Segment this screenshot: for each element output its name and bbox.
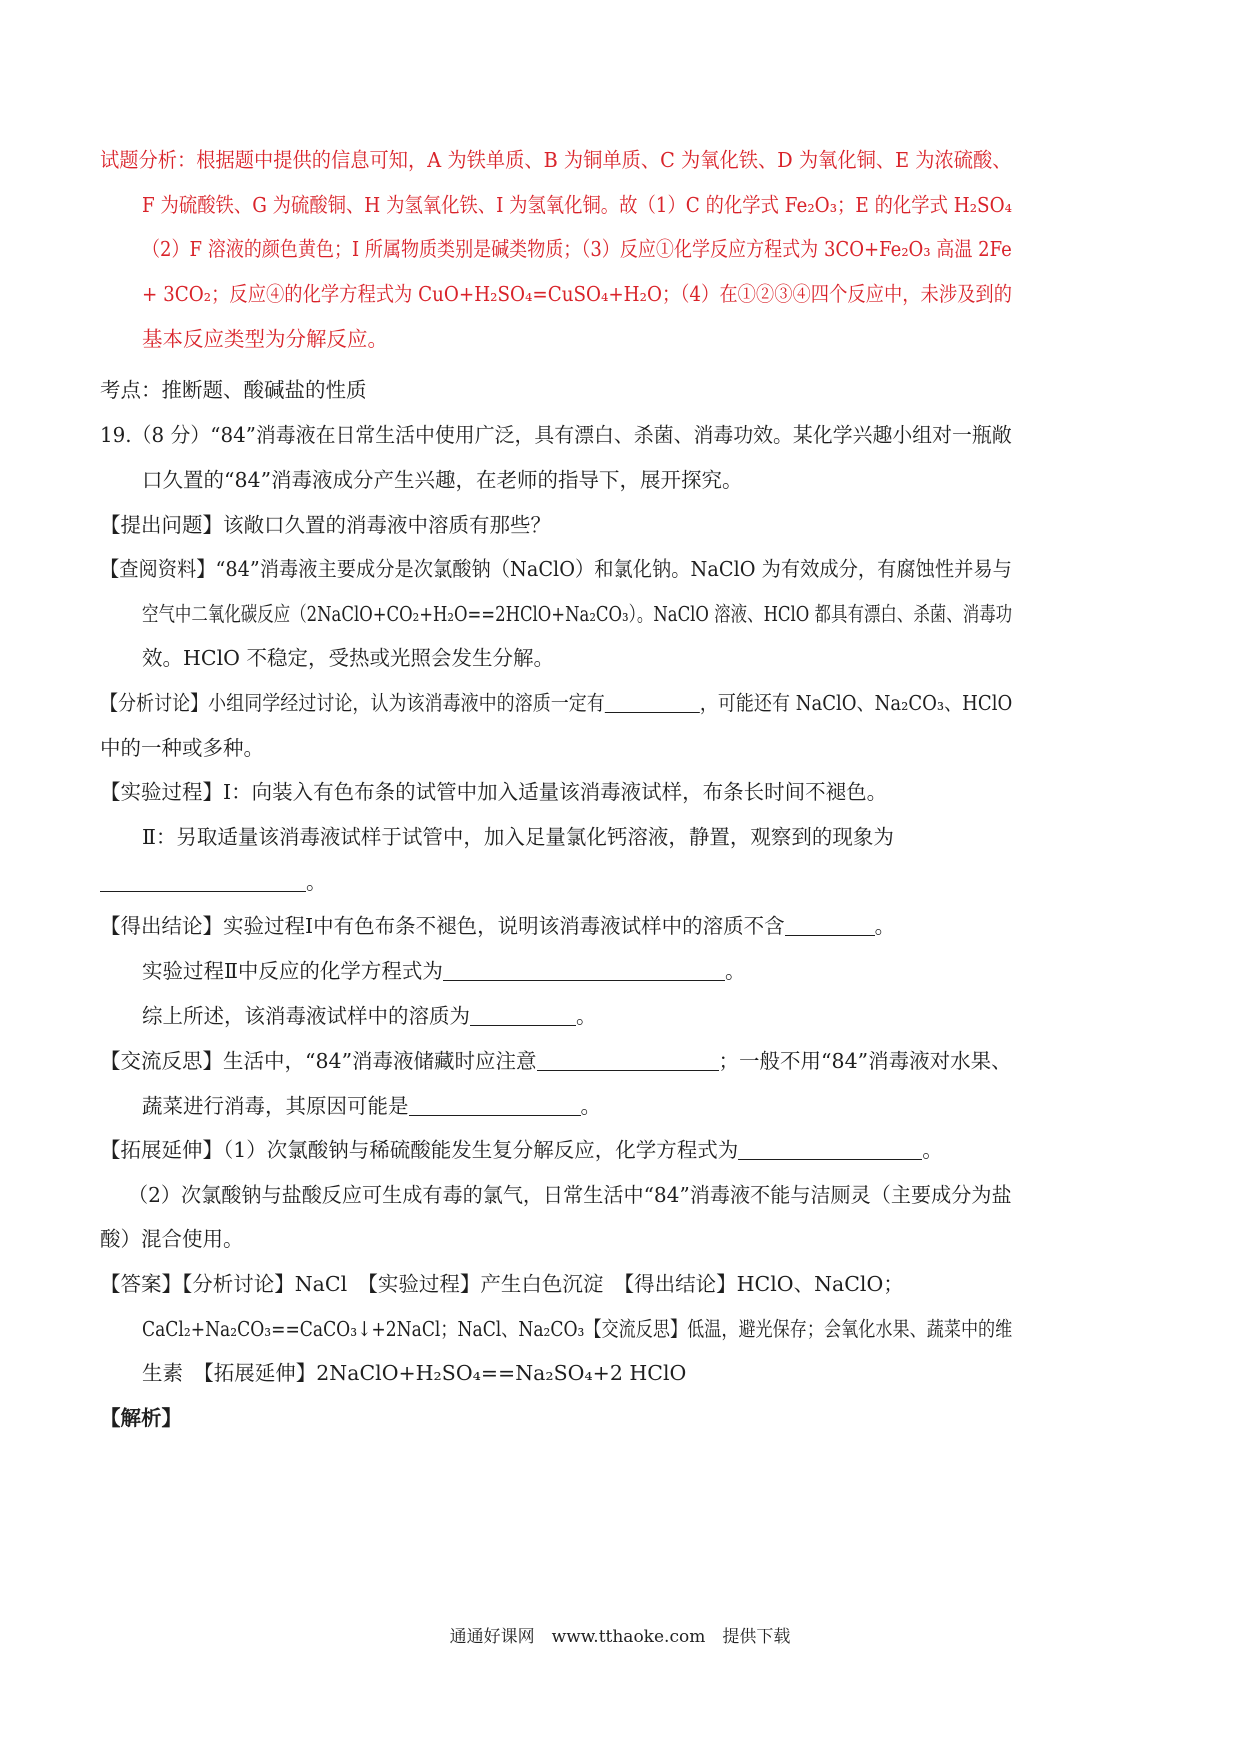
shiyan-line-3 — [100, 867, 327, 897]
answer-line-2: CaCl₂+Na₂CO₃==CaCO₃↓+2NaCl；NaCl、Na₂CO₃【交流反思】低温，避光保存；会氧化水果、蔬菜中的维 — [142, 1317, 1013, 1341]
answer-blank-5[interactable] — [470, 1005, 576, 1026]
analysis-line-3: （2）F 溶液的颜色黄色；I 所属物质类别是碱类物质；（3）反应①化学反应方程式为 3CO+Fe₂O₃ 高温 2Fe — [142, 237, 1012, 261]
fenxi-text-b: ，可能还有 NaClO、Na₂CO₃、HClO — [699, 691, 1013, 715]
q19-line-1: 19.（8 分）“84”消毒液在日常生活中使用广泛，具有漂白、杀菌、消毒功效。某化学兴趣小组对一瓶敞 — [100, 423, 1012, 447]
dechu-line-1 — [100, 911, 895, 941]
analysis-line-5: 基本反应类型为分解反应。 — [142, 327, 388, 351]
chayue-line-3: 效。HClO 不稳定，受热或光照会发生分解。 — [142, 646, 554, 670]
answer-blank-8[interactable] — [738, 1139, 922, 1160]
jiaoliu-text-b: ；一般不用“84”消毒液对水果、 — [718, 1049, 1012, 1073]
tichu-wenti: 【提出问题】该敞口久置的消毒液中溶质有那些？ — [100, 513, 551, 537]
analysis-line-1: 试题分析：根据题中提供的信息可知，A 为铁单质、B 为铜单质、C 为氧化铁、D 为氧化铜、E 为浓硫酸、 — [100, 148, 1012, 172]
shiyan-line-2: Ⅱ：另取适量该消毒液试样于试管中，加入足量氯化钙溶液，静置，观察到的现象为 — [142, 825, 894, 849]
period-mark: 。 — [874, 914, 896, 938]
period-mark: 。 — [306, 870, 327, 894]
tuozhan-line-3: 酸）混合使用。 — [100, 1227, 244, 1251]
page-footer: 通通好课网 www.tthaoke.com 提供下载 — [449, 1627, 791, 1647]
answer-line-1: 【答案】【分析讨论】NaCl 【实验过程】产生白色沉淀 【得出结论】HClO、NaClO； — [100, 1272, 904, 1296]
fenxi-line-1 — [100, 688, 1012, 718]
period-mark: 。 — [580, 1094, 601, 1118]
shiyan-line-1: 【实验过程】Ⅰ：向装入有色布条的试管中加入适量该消毒液试样，布条长时间不褪色。 — [100, 780, 888, 804]
tuozhan-line-2: （2）次氯酸钠与盐酸反应可生成有毒的氯气，日常生活中“84”消毒液不能与洁厕灵（主要成分为盐 — [128, 1183, 1012, 1207]
jiaoliu-line-2 — [142, 1091, 601, 1121]
tuozhan-text-1: 【拓展延伸】（1）次氯酸钠与稀硫酸能发生复分解反应，化学方程式为 — [100, 1138, 739, 1162]
tuozhan-line-1 — [100, 1135, 943, 1165]
answer-blank-1[interactable] — [605, 692, 700, 713]
analysis-line-4: + 3CO₂；反应④的化学方程式为 CuO+H₂SO₄=CuSO₄+H₂O；（4）在①②③④四个反应中，未涉及到的 — [142, 282, 1012, 306]
fenxi-text-a: 【分析讨论】小组同学经过讨论，认为该消毒液中的溶质一定有 — [100, 691, 605, 715]
jiaoliu-text-2: 蔬菜进行消毒，其原因可能是 — [142, 1094, 409, 1118]
answer-blank-2[interactable] — [100, 871, 306, 892]
jiexi-heading: 【解析】 — [100, 1406, 182, 1430]
chayue-line-2: 空气中二氧化碳反应（2NaClO+CO₂+H₂O==2HClO+Na₂CO₃）。NaClO 溶液、HClO 都具有漂白、杀菌、消毒功 — [142, 602, 1013, 626]
dechu-line-2 — [142, 956, 745, 986]
answer-blank-7[interactable] — [409, 1095, 581, 1116]
analysis-line-2: F 为硫酸铁、G 为硫酸铜、H 为氢氧化铁、I 为氢氧化铜。故（1）C 的化学式 Fe₂O₃；E 的化学式 H₂SO₄ — [142, 193, 1013, 217]
kaodian-line: 考点：推断题、酸碱盐的性质 — [100, 378, 367, 402]
jiaoliu-line-1 — [100, 1046, 1012, 1076]
period-mark: 。 — [922, 1138, 943, 1162]
dechu-text-1: 【得出结论】实验过程Ⅰ中有色布条不褪色，说明该消毒液试样中的溶质不含 — [100, 914, 785, 938]
period-mark: 。 — [576, 1004, 597, 1028]
chayue-line-1: 【查阅资料】“84”消毒液主要成分是次氯酸钠（NaClO）和氯化钠。NaClO 为有效成分，有腐蚀性并易与 — [100, 557, 1012, 581]
answer-blank-6[interactable] — [537, 1050, 719, 1071]
answer-blank-4[interactable] — [443, 960, 725, 981]
dechu-text-3: 综上所述，该消毒液试样中的溶质为 — [142, 1004, 470, 1028]
q19-line-2: 口久置的“84”消毒液成分产生兴趣，在老师的指导下，展开探究。 — [142, 468, 743, 492]
dechu-line-3 — [142, 1001, 597, 1031]
answer-line-3: 生素 【拓展延伸】2NaClO+H₂SO₄==Na₂SO₄+2 HClO — [142, 1361, 687, 1385]
fenxi-line-2: 中的一种或多种。 — [100, 736, 264, 760]
jiaoliu-text-a: 【交流反思】生活中，“84”消毒液储藏时应注意 — [100, 1049, 537, 1073]
answer-blank-3[interactable] — [785, 915, 875, 936]
dechu-text-2: 实验过程Ⅱ中反应的化学方程式为 — [142, 959, 443, 983]
period-mark: 。 — [724, 959, 746, 983]
